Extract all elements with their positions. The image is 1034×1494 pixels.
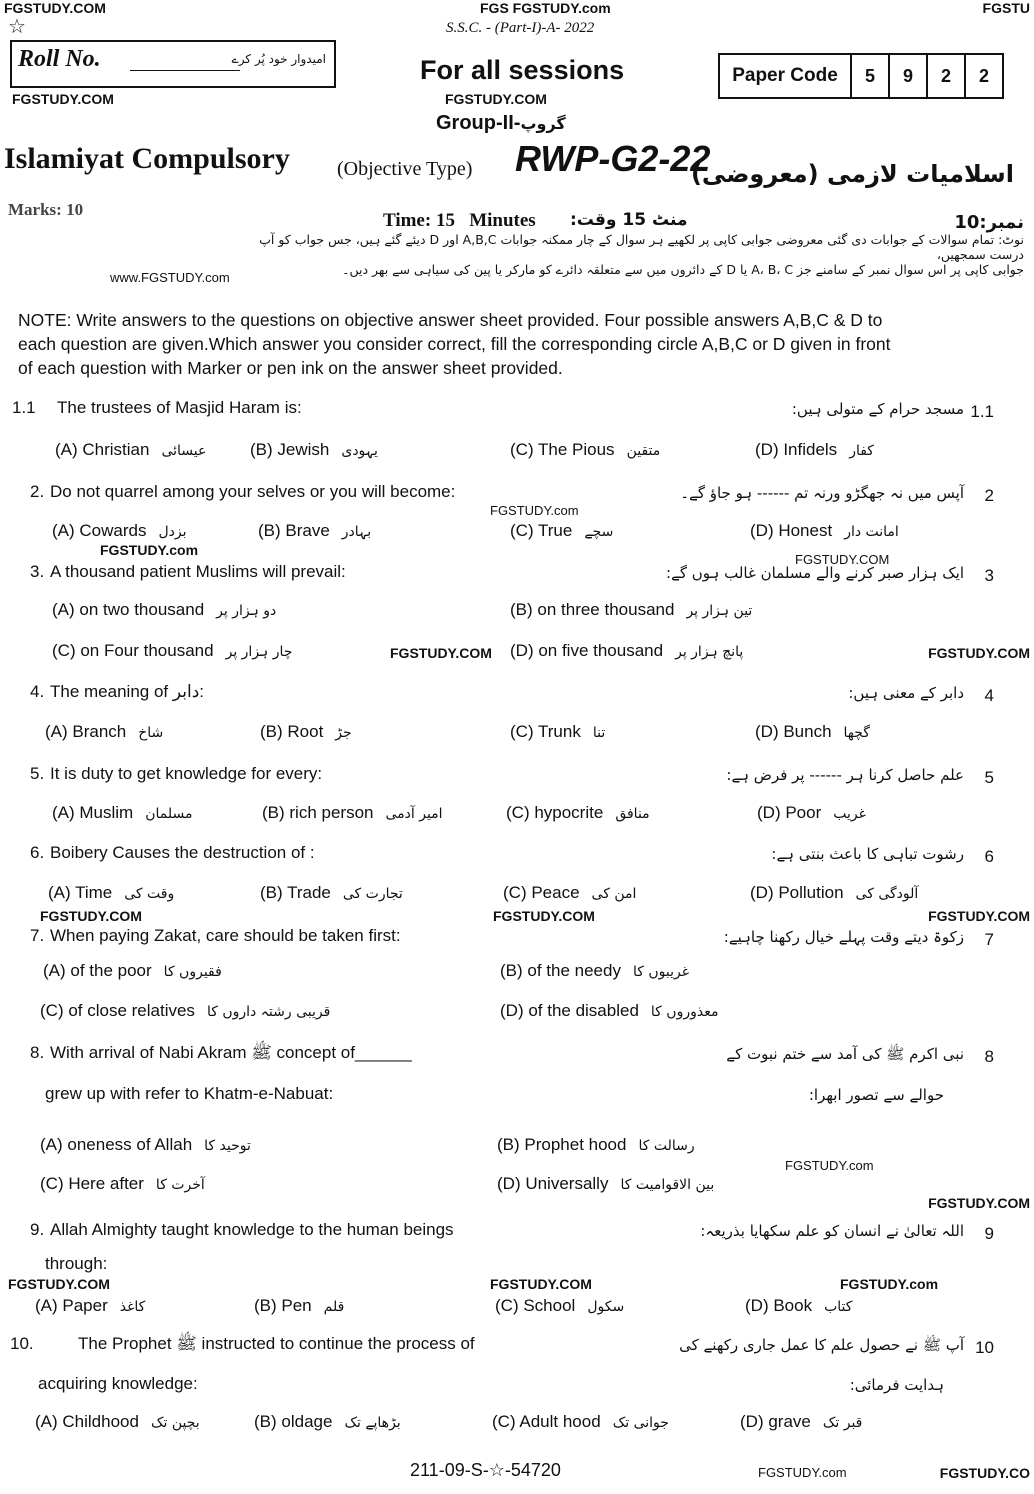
answer-option[interactable] — [48, 883, 174, 904]
time-label: Time: 15 Minutes — [383, 210, 536, 231]
question-number-urdu: 7 — [984, 930, 994, 949]
question-urdu: آپ ﷺ نے حصول علم کا عمل جاری رکھنے کی — [679, 1336, 964, 1354]
option-urdu: شاخ — [138, 725, 164, 741]
question-text: A thousand patient Muslims will prevail: — [50, 562, 346, 581]
question-number: 5. — [30, 764, 45, 783]
note-urdu: جوابی کاپی پر اس سوال نمبر کے سامنے جز A، B، C یا D کے دائروں میں سے متعلقہ دائرے کو مارکر یا پین کی سیاہی سے بھر دیں۔ — [342, 262, 1024, 277]
question-urdu: زکوۃ دیتے وقت پہلے خیال رکھنا چاہیے: — [723, 928, 964, 946]
question-text: through: — [45, 1254, 108, 1273]
answer-option[interactable] — [40, 1135, 251, 1156]
question-number: 9. — [30, 1220, 45, 1239]
option-label: (A) Cowards — [52, 521, 147, 540]
question-number-urdu: 3 — [984, 566, 994, 585]
question-text: The trustees of Masjid Haram is: — [57, 398, 302, 417]
answer-option[interactable] — [497, 1135, 695, 1156]
question-number: 10. — [10, 1334, 34, 1353]
answer-option[interactable] — [35, 1296, 145, 1317]
option-urdu: امانت دار — [844, 524, 899, 540]
option-urdu: تین ہزار پر — [686, 603, 753, 619]
note-line: of each question with Marker or pen ink on the answer sheet provided. — [18, 358, 563, 378]
option-label: (B) Jewish — [250, 440, 330, 459]
answer-option[interactable] — [755, 440, 874, 461]
question-text: grew up with refer to Khatm-e-Nabuat: — [45, 1084, 334, 1103]
answer-option[interactable] — [40, 1174, 205, 1195]
option-label: (D) Honest — [750, 521, 833, 540]
subject-type: (Objective Type) — [337, 158, 473, 180]
answer-option[interactable] — [755, 722, 870, 743]
option-label: (A) Paper — [35, 1296, 108, 1315]
option-label: (D) Universally — [497, 1174, 609, 1193]
option-urdu: عیسائی — [161, 443, 207, 459]
question-urdu: ہدایت فرمائی: — [849, 1376, 944, 1394]
question-number-urdu: 10 — [975, 1338, 994, 1357]
option-label: (D) on five thousand — [510, 641, 664, 660]
watermark-text: FGSTUDY.com — [100, 542, 199, 558]
option-label: (C) hypocrite — [506, 803, 604, 822]
option-urdu: قریبی رشتہ داروں کا — [206, 1004, 331, 1020]
answer-option[interactable] — [260, 883, 403, 904]
answer-option[interactable] — [757, 803, 866, 824]
answer-option[interactable] — [260, 722, 352, 743]
option-urdu: جوانی تک — [612, 1415, 669, 1431]
group-text: Group-II- — [436, 112, 521, 134]
subject-title-urdu: اسلامیات لازمی (معروضی) — [690, 160, 1014, 188]
question-number: 6. — [30, 843, 45, 862]
option-urdu: یہودی — [341, 443, 378, 459]
option-label: (B) Brave — [258, 521, 330, 540]
roll-number-box[interactable] — [10, 40, 336, 88]
option-urdu: گچھا — [843, 725, 870, 741]
option-urdu: سچے — [584, 524, 614, 540]
paper-code-digit: 9 — [888, 55, 926, 97]
option-label: (B) of the needy — [500, 961, 621, 980]
marks-urdu: نمبر:10 — [954, 212, 1024, 233]
answer-option[interactable] — [510, 521, 613, 542]
option-label: (D) of the disabled — [500, 1001, 639, 1020]
option-label: (A) Time — [48, 883, 113, 902]
answer-option[interactable] — [52, 600, 276, 621]
watermark-text: FGSTUDY.COM — [493, 908, 595, 924]
question-urdu: رشوت تباہی کا باعث بنتی ہے: — [771, 845, 964, 863]
answer-option[interactable] — [500, 1001, 718, 1022]
option-label: (B) rich person — [262, 803, 374, 822]
answer-option[interactable] — [745, 1296, 852, 1317]
question-text: With arrival of Nabi Akram ﷺ concept of______ — [50, 1043, 412, 1062]
question-number-urdu: 2 — [984, 486, 994, 505]
question-number-urdu: 9 — [984, 1224, 994, 1243]
question-number-urdu: 4 — [984, 686, 994, 705]
question-number-urdu: 8 — [984, 1047, 994, 1066]
option-label: (B) oldage — [254, 1412, 333, 1431]
option-urdu: بین الاقوامیت کا — [620, 1177, 715, 1193]
star-icon: ☆ — [8, 16, 26, 38]
question-text: It is duty to get knowledge for every: — [50, 764, 323, 783]
option-urdu: کتاب — [824, 1299, 853, 1315]
roll-number-line — [130, 70, 240, 71]
option-urdu: آخرت کا — [155, 1177, 205, 1193]
question-urdu: حوالے سے تصور ابھرا: — [808, 1086, 944, 1104]
option-label: (C) The Pious — [510, 440, 615, 459]
option-urdu: چار ہزار پر — [225, 644, 293, 660]
roll-number-label: Roll No. — [18, 46, 101, 72]
option-label: (B) Pen — [254, 1296, 312, 1315]
answer-option[interactable] — [52, 521, 187, 542]
option-urdu: وقت کی — [124, 886, 175, 902]
answer-option[interactable] — [35, 1412, 200, 1433]
option-label: (A) Muslim — [52, 803, 134, 822]
handwritten-code: RWP-G2-22 — [515, 138, 711, 179]
exam-title: S.S.C. - (Part-I)-A- 2022 — [446, 20, 595, 36]
option-urdu: سکول — [587, 1299, 625, 1315]
watermark-text: FGSTUDY.COM — [928, 645, 1030, 661]
option-urdu: آلودگی کی — [855, 886, 919, 902]
option-label: (D) Poor — [757, 803, 822, 822]
answer-option[interactable] — [500, 961, 689, 982]
option-urdu: پانچ ہزار پر — [675, 644, 744, 660]
watermark-text: FGS FGSTUDY.com — [480, 0, 611, 16]
serial-number: 211-09-S-☆-54720 — [410, 1460, 561, 1480]
group-label — [436, 112, 566, 135]
paper-code-label: Paper Code — [732, 65, 838, 86]
option-label: (D) Book — [745, 1296, 813, 1315]
option-label: (C) School — [495, 1296, 576, 1315]
note-line: NOTE: Write answers to the questions on objective answer sheet provided. Four possible answers A,B,C & D to — [18, 310, 883, 330]
question-text: The meaning of دابر: — [50, 682, 204, 701]
question-text: The Prophet ﷺ instructed to continue the process of — [78, 1334, 475, 1353]
answer-option[interactable] — [40, 1001, 330, 1022]
watermark-text: FGSTUDY.COM — [4, 0, 106, 16]
watermark-text: FGSTUDY.com — [758, 1465, 847, 1480]
question-urdu: علم حاصل کرنا ہر ------ پر فرض ہے: — [726, 766, 964, 784]
question-urdu: نبی اکرم ﷺ کی آمد سے ختم نبوت کے — [726, 1045, 964, 1063]
option-urdu: رسالت کا — [638, 1138, 695, 1154]
option-urdu: منافق — [615, 806, 650, 822]
question-urdu: آپس میں نہ جھگڑو ورنہ تم ------ ہو جاؤ گے۔ — [680, 484, 964, 502]
answer-option[interactable] — [510, 722, 605, 743]
option-urdu: غریب — [833, 806, 866, 822]
watermark-text: FGSTUDY.com — [785, 1158, 874, 1173]
option-label: (A) Branch — [45, 722, 127, 741]
option-label: (D) Pollution — [750, 883, 844, 902]
answer-option[interactable] — [52, 803, 192, 824]
group-urdu: گروپ — [520, 114, 566, 133]
option-label: (D) Infidels — [755, 440, 838, 459]
answer-option[interactable] — [55, 440, 206, 461]
watermark-text: FGSTUDY.COM — [490, 1276, 592, 1292]
question-text: acquiring knowledge: — [38, 1374, 198, 1393]
marks: Marks: 10 — [8, 200, 84, 219]
watermark-text: FGSTUDY.COM — [390, 645, 492, 661]
answer-option[interactable] — [258, 521, 371, 542]
answer-option[interactable] — [510, 641, 743, 662]
option-label: (C) Trunk — [510, 722, 581, 741]
answer-option[interactable] — [750, 883, 918, 904]
option-urdu: معذوروں کا — [650, 1004, 719, 1020]
option-urdu: تنا — [592, 725, 606, 741]
option-urdu: جڑ — [335, 725, 352, 741]
paper-code-digit: 5 — [850, 55, 888, 97]
option-urdu: توحید کا — [204, 1138, 251, 1154]
option-urdu: امیر آدمی — [385, 806, 443, 822]
option-label: (C) Here after — [40, 1174, 144, 1193]
paper-code-digit: 2 — [964, 55, 1002, 97]
option-label: (B) Prophet hood — [497, 1135, 627, 1154]
answer-option[interactable] — [506, 803, 650, 824]
paper-code-box — [718, 53, 1004, 99]
option-urdu: قبر تک — [822, 1415, 863, 1431]
option-label: (C) on Four thousand — [52, 641, 214, 660]
answer-option[interactable] — [510, 600, 752, 621]
question-text: When paying Zakat, care should be taken first: — [50, 926, 401, 945]
option-urdu: امن کی — [591, 886, 637, 902]
option-urdu: مسلمان — [145, 806, 193, 822]
option-label: (D) Bunch — [755, 722, 832, 741]
option-urdu: بہادر — [341, 524, 372, 540]
option-label: (C) True — [510, 521, 573, 540]
question-urdu: اللہ تعالیٰ نے انسان کو علم سکھایا بذریعہ: — [700, 1222, 964, 1240]
watermark-text: FGSTUDY.COM — [8, 1276, 110, 1292]
option-label: (A) oneness of Allah — [40, 1135, 193, 1154]
watermark-text: FGSTUDY.CO — [939, 1465, 1030, 1481]
question-number: 7. — [30, 926, 45, 945]
answer-option[interactable] — [254, 1412, 401, 1433]
question-number-urdu: 5 — [984, 768, 994, 787]
roll-number-urdu: امیدوار خود پُر کرے — [231, 52, 326, 66]
answer-option[interactable] — [254, 1296, 344, 1317]
option-label: (A) of the poor — [43, 961, 152, 980]
answer-option[interactable] — [497, 1174, 714, 1195]
option-label: (A) on two thousand — [52, 600, 205, 619]
question-number: 3. — [30, 562, 45, 581]
question-number: 2. — [30, 482, 45, 501]
question-text: Allah Almighty taught knowledge to the human beings — [50, 1220, 454, 1239]
note-urdu-block — [240, 232, 1024, 277]
option-urdu: کاغذ — [119, 1299, 146, 1315]
option-urdu: متقین — [626, 443, 661, 459]
answer-option[interactable] — [740, 1412, 862, 1433]
note-line: each question are given.Which answer you consider correct, fill the corresponding circle A,B,C or D given in front — [18, 334, 891, 354]
option-label: (B) on three thousand — [510, 600, 675, 619]
option-label: (C) Adult hood — [492, 1412, 601, 1431]
question-text: Do not quarrel among your selves or you will become: — [50, 482, 456, 501]
answer-option[interactable] — [492, 1412, 669, 1433]
option-urdu: غریبوں کا — [632, 964, 690, 980]
option-urdu: قلم — [323, 1299, 345, 1315]
watermark-text: FGSTUDY.com — [840, 1276, 939, 1292]
watermark-text: FGSTUDY.COM — [795, 552, 890, 567]
watermark-text: www.FGSTUDY.com — [110, 270, 230, 285]
option-urdu: دو ہزار پر — [216, 603, 277, 619]
watermark-text: FGSTUDY.COM — [445, 91, 547, 107]
option-label: (B) Root — [260, 722, 324, 741]
note-urdu: نوٹ: تمام سوالات کے جوابات دی گئی معروضی جوابی کاپی پر لکھیے ہر سوال کے چار ممکنہ جوابات A,B,C اور D دیئے گئے ہیں، جس جواب کو آپ درست سمجھیں، — [259, 232, 1024, 262]
option-urdu: کفار — [849, 443, 874, 459]
answer-option[interactable] — [43, 961, 222, 982]
sessions-heading: For all sessions — [420, 55, 625, 85]
question-urdu: دابر کے معنی ہیں: — [848, 684, 964, 702]
watermark-text: FGSTUDY.com — [490, 503, 579, 518]
answer-option[interactable] — [503, 883, 636, 904]
question-text: Boibery Causes the destruction of : — [50, 843, 315, 862]
option-label: (D) grave — [740, 1412, 811, 1431]
option-label: (B) Trade — [260, 883, 331, 902]
subject-title: Islamiyat Compulsory — [4, 142, 290, 175]
question-urdu: مسجد حرام کے متولی ہیں: — [791, 400, 964, 418]
option-urdu: بزدل — [158, 524, 187, 540]
question-number: 1.1 — [12, 398, 36, 417]
watermark-text: FGSTUDY.COM — [928, 908, 1030, 924]
answer-option[interactable] — [495, 1296, 624, 1317]
answer-option[interactable] — [262, 803, 443, 824]
option-label: (C) of close relatives — [40, 1001, 195, 1020]
watermark-text: FGSTUDY.COM — [12, 91, 114, 107]
question-number-urdu: 1.1 — [970, 402, 994, 421]
question-number: 4. — [30, 682, 45, 701]
question-number: 8. — [30, 1043, 45, 1062]
answer-option[interactable] — [52, 641, 292, 662]
option-urdu: بڑھاپے تک — [344, 1415, 401, 1431]
watermark-text: FGSTUDY.COM — [928, 1195, 1030, 1211]
question-number-urdu: 6 — [984, 847, 994, 866]
option-label: (C) Peace — [503, 883, 580, 902]
paper-code-digit: 2 — [926, 55, 964, 97]
option-urdu: بچپن تک — [150, 1415, 200, 1431]
answer-option[interactable] — [45, 722, 163, 743]
question-urdu: ایک ہزار صبر کرنے والے مسلمان غالب ہوں گے: — [666, 564, 964, 582]
option-urdu: تجارت کی — [342, 886, 403, 902]
answer-option[interactable] — [250, 440, 378, 461]
answer-option[interactable] — [510, 440, 660, 461]
option-urdu: فقیروں کا — [163, 964, 222, 980]
time-urdu: منٹ 15 وقت: — [570, 210, 688, 230]
answer-option[interactable] — [750, 521, 899, 542]
watermark-text: FGSTUDY.COM — [40, 908, 142, 924]
option-label: (A) Childhood — [35, 1412, 139, 1431]
option-label: (A) Christian — [55, 440, 150, 459]
watermark-text: FGSTU — [982, 0, 1030, 16]
